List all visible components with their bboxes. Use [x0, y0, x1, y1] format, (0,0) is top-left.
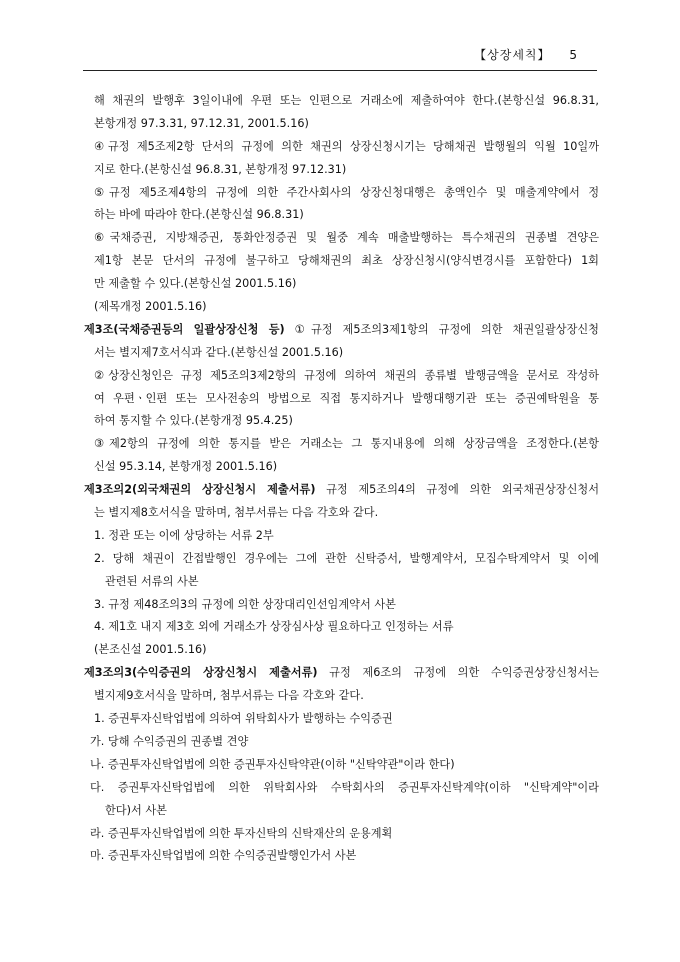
text-line: 별지제9호서식을 말하며, 첨부서류는 다음 각호와 같다. — [94, 689, 364, 703]
sub-item: 마. 증권투자신탁업법에 의한 수익증권발행인가서 사본 — [90, 849, 357, 863]
text-line: ⑥국채증권, 지방채증권, 통화안정증권 및 월중 계속 매출발행하는 특수채권의 권종별 견양은 — [94, 231, 599, 245]
article-title: 제3조의2(외국채권의 상장신청시 제출서류) — [84, 483, 316, 497]
page-header — [0, 46, 578, 63]
text-line: ②상장신청인은 규정 제5조의3제2항의 규정에 의하여 채권의 종류별 발행금액을 문서로 작성하 — [94, 368, 599, 382]
text-line: 여 우편ㆍ인편 또는 모사전송의 방법으로 직접 통지하거나 발행대행기관 또는 증권예탁원을 통 — [94, 391, 599, 405]
sub-item: 가. 당해 수익증권의 권종별 견양 — [90, 734, 249, 748]
document-body — [84, 90, 599, 868]
header-title: 【상장세칙】 — [474, 48, 551, 62]
text-line: 서는 별지제7호서식과 같다.(본항신설 2001.5.16) — [94, 345, 344, 359]
text-line: 해 채권의 발행후 3일이내에 우편 또는 인편으로 거래소에 제출하여야 한다.(본항신설 96.8.31, — [94, 94, 599, 107]
sub-item: 라. 증권투자신탁업법에 의한 투자신탁의 신탁재산의 운용계획 — [90, 826, 393, 840]
text-line: ④규정 제5조제2항 단서의 규정에 의한 채권의 상장신청시기는 당해채권 발행월의 익월 10일까 — [94, 139, 599, 153]
page-number: 5 — [569, 48, 578, 62]
text-line: 신설 95.3.14, 본항개정 2001.5.16) — [94, 460, 278, 474]
list-item: 4. 제1호 내지 제3호 외에 거래소가 상장심사상 필요하다고 인정하는 서류 — [94, 620, 454, 634]
article-text: ①규정 제5조의3제1항의 규정에 의한 채권일괄상장신청 — [284, 322, 599, 336]
article-text: 규정 제6조의 규정에 의한 수익증권상장신청서는 — [317, 666, 599, 680]
text-line: 제1항 본문 단서의 규정에 불구하고 당해채권의 최초 상장신청시(양식변경시를 포함한다) 1회 — [94, 254, 599, 268]
text-line: 하는 바에 따라야 한다.(본항신설 96.8.31) — [94, 208, 304, 222]
list-item: 3. 규정 제48조의3의 규정에 의한 상장대리인선임계약서 사본 — [94, 597, 396, 611]
header-rule — [83, 70, 597, 71]
text-line: 만 제출할 수 있다.(본항신설 2001.5.16) — [94, 277, 297, 291]
text-line: 본항개정 97.3.31, 97.12.31, 2001.5.16) — [94, 116, 309, 130]
text-line: (제목개정 2001.5.16) — [94, 300, 207, 314]
text-line: 는 별지제8호서식을 말하며, 첨부서류는 다음 각호와 같다. — [94, 506, 379, 520]
list-item-continuation: 관련된 서류의 사본 — [105, 574, 199, 588]
text-line: 하여 통지할 수 있다.(본항개정 95.4.25) — [94, 414, 293, 428]
sub-item: 다. 증권투자신탁업법에 의한 위탁회사와 수탁회사의 증권투자신탁계약(이하 "신탁계약"이라 — [90, 780, 599, 794]
article-3-3-heading — [84, 662, 599, 685]
list-item: 1. 정관 또는 이에 상당하는 서류 2부 — [94, 528, 274, 542]
text-line: ⑤규정 제5조제4항의 규정에 의한 주간사회사의 상장신청대행은 총액인수 및 매출계약에서 정 — [94, 185, 599, 199]
list-item: 1. 증권투자신탁업법에 의하여 위탁회사가 발행하는 수익증권 — [94, 712, 393, 726]
text-line: ③제2항의 규정에 의한 통지를 받은 거래소는 그 통지내용에 의해 상장금액을 조정한다.(본항 — [94, 437, 599, 451]
article-3-heading — [84, 319, 599, 342]
article-title: 제3조(국채증권등의 일괄상장신청 등) — [84, 322, 285, 336]
article-text: 규정 제5조의4의 규정에 의한 외국채권상장신청서 — [315, 483, 599, 497]
article-3-2-heading — [84, 479, 599, 502]
article-title: 제3조의3(수익증권의 상장신청시 제출서류) — [84, 666, 318, 680]
sub-item-continuation: 한다)서 사본 — [105, 803, 167, 817]
list-item: 2. 당해 채권이 간접발행인 경우에는 그에 관한 신탁증서, 발행계약서, 모집수탁계약서 및 이에 — [94, 551, 599, 565]
text-line: (본조신설 2001.5.16) — [94, 643, 207, 657]
sub-item: 나. 증권투자신탁업법에 의한 증권투자신탁약관(이하 "신탁약관"이라 한다) — [90, 757, 455, 771]
text-line: 지로 한다.(본항신설 96.8.31, 본항개정 97.12.31) — [94, 162, 347, 176]
